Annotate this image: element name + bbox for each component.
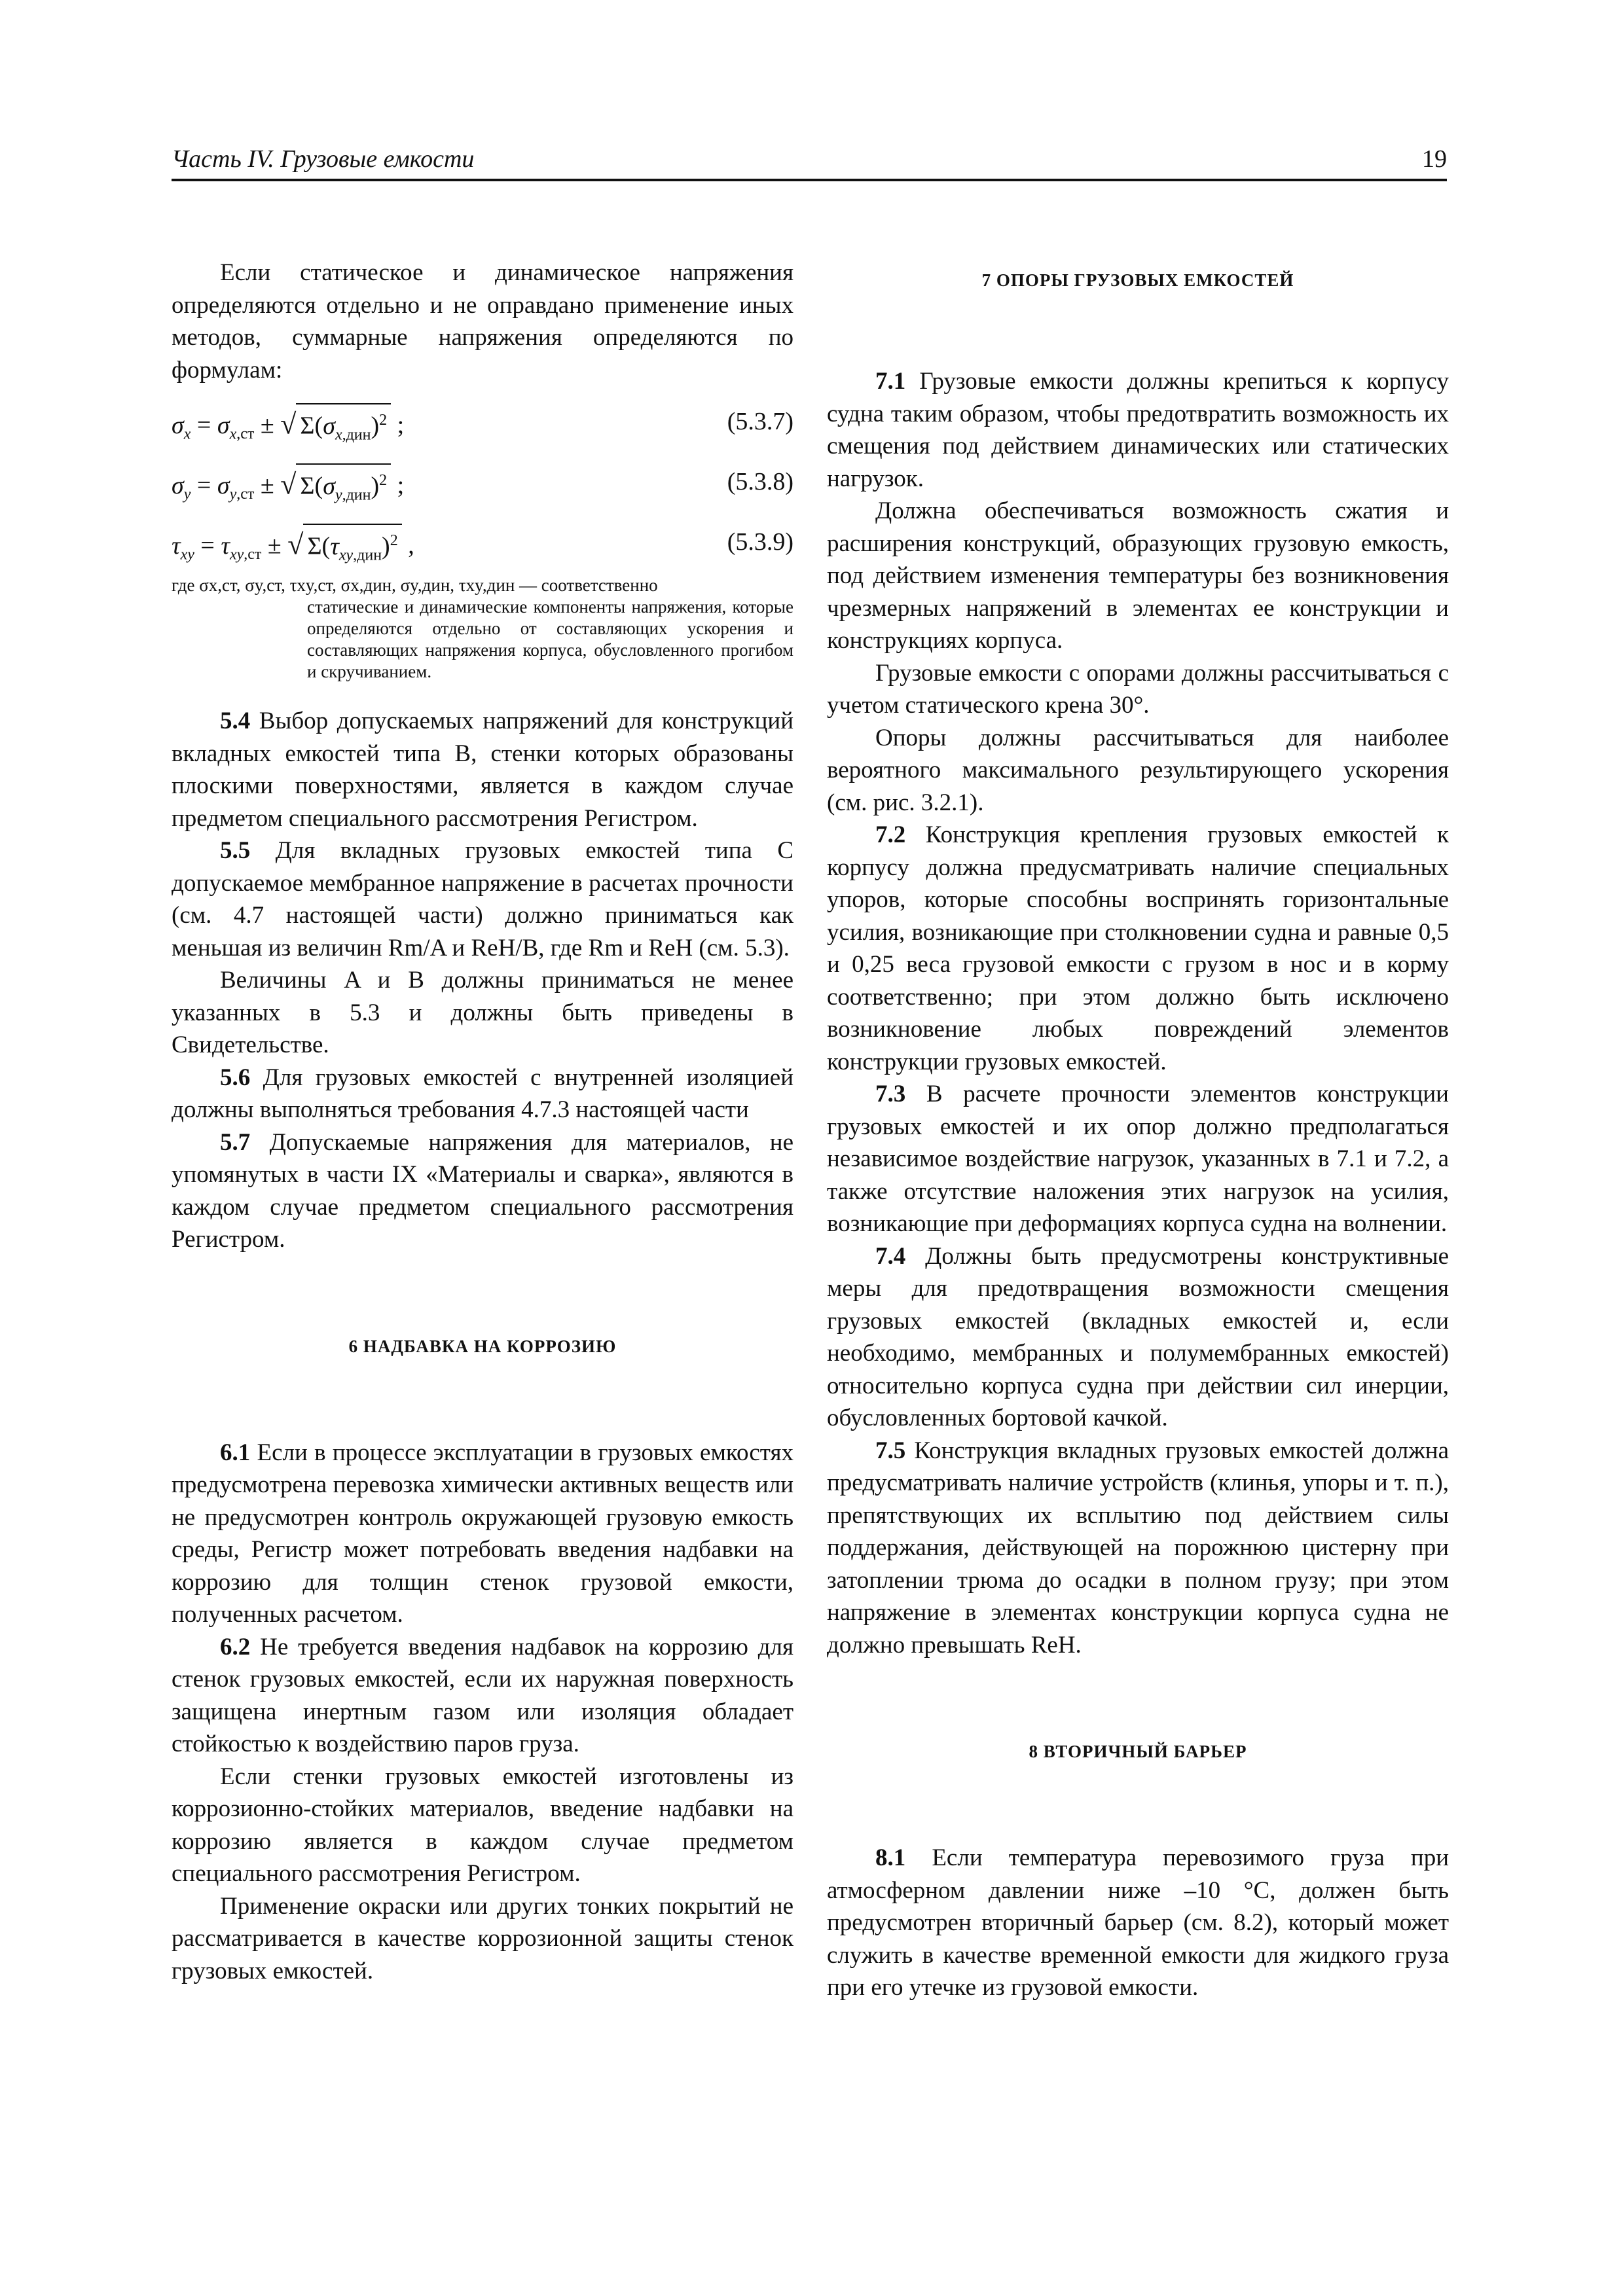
clause-number: 5.5 [220,837,251,864]
clause-7-5 [827,1435,1449,1662]
clause-5-4 [172,705,793,834]
section-heading-7: 7 ОПОРЫ ГРУЗОВЫХ ЕМКОСТЕЙ [981,270,1294,290]
page-number: 19 [1422,145,1447,173]
clause-text: Выбор допускаемых напряжений для конструкций вкладных емкостей типа B, стенки которых образованы плоскими поверхностями, является в каждом случае предметом специального рассмотрения Регистром. [172,708,794,832]
legend-body: статические и динамические компоненты напряжения, которые определяются отдельно от составляющих ускорения и составляющих напряжения корпуса, обусловленного прогибом и скручиванием. [307,597,793,681]
legend-head: где σx,ст, σy,ст, τxy,ст, σx,дин, σy,дин, τxy,дин — соответственно [172,575,658,595]
formula-expression: $\sigma_y = \sigma_{y,ст}$ ± √ $\Sigma(\sigma_{y,дин})^2$ ; [172,463,404,512]
clause-number: 5.6 [220,1064,251,1091]
clause-7-1 [827,365,1449,495]
clause-number: 7.1 [875,368,906,395]
formula-number: (5.3.8) [727,468,793,495]
clause-number: 5.7 [220,1128,251,1156]
clause-6-1 [172,1437,793,1631]
clause-text: В расчете прочности элементов конструкции грузовых емкостей и их опор должно предполагаться независимое воздействие нагрузок, указанных в 7.1 и 7.2, а также отсутствие наложения этих нагрузок на усилия, возникающие при деформациях корпуса судна на волнении. [827,1081,1449,1237]
clause-5-5-continued: Величины A и B должны приниматься не менее указанных в 5.3 и должны быть приведены в Свидетельстве. [172,967,793,1058]
part-title: Часть IV. Грузовые емкости [172,145,475,173]
clause-number: 8.1 [875,1844,906,1871]
clause-text: Если в процессе эксплуатации в грузовых емкостях предусмотрена перевозка химически активных веществ или не предусмотрен контроль окружающей грузовую емкость среды, Регистр может потребовать введения надбавки на коррозию для толщин стенок грузовой емкости, полученных расчетом. [172,1439,793,1628]
clause-number: 5.4 [220,708,251,734]
clause-6-2-continued-2: Применение окраски или других тонких покрытий не рассматривается в качестве коррозионной защиты стенок грузовых емкостей. [172,1892,793,1984]
clause-7-1-continued-2: Грузовые емкости с опорами должны рассчитываться с учетом статического крена 30°. [827,659,1449,719]
clause-text: Для вкладных грузовых емкостей типа C допускаемое мембранное напряжение в расчетах прочности (см. 4.7 настоящей части) должно приниматься как меньшая из величин Rm/A и ReH/B, где Rm и ReH (см. 5.3). [172,837,793,961]
clause-text: Если температура перевозимого груза при атмосферном давлении ниже –10 °C, должен быть предусмотрен вторичный барьер (см. 8.2), который может служить в качестве временной емкости для жидкого груза при его утечке из грузовой емкости. [827,1844,1449,2001]
clause-6-2 [172,1631,793,1761]
clause-text: Должны быть предусмотрены конструктивные меры для предотвращения возможности смещения грузовых емкостей (вкладных емкостей и, если необходимо, мембранных и полумембранных емкостей) относительно корпуса судна при действии сил инерции, обусловленных бортовой качкой. [827,1242,1449,1431]
clause-number: 7.5 [875,1437,906,1464]
running-header [172,141,1447,181]
clause-7-4 [827,1240,1449,1435]
clause-text: Конструкция крепления грузовых емкостей к корпусу должна предусматривать наличие специальных упоров, которые способны воспринять горизонтальные усилия, возникающие при столкновении судна и равные 0,5 и 0,25 веса грузовой емкости с грузом в нос и в корму соответственно; при этом должно быть исключено возникновение любых повреждений элементов конструкции грузовых емкостей. [827,821,1450,1075]
section-heading-8: 8 ВТОРИЧНЫЙ БАРЬЕР [1029,1742,1247,1761]
clause-8-1 [827,1842,1449,2004]
formula-number: (5.3.7) [727,408,793,435]
clause-text: Не требуется введения надбавок на коррозию для стенок грузовых емкостей, если их наружная поверхность защищена инертным газом или изоляция обладает стойкостью к воздействию паров груза. [172,1633,793,1757]
formula-expression: $\tau_{xy} = \tau_{xy,ст}$ ± √ $\Sigma(\tau_{xy,дин})^2$ , [172,524,414,572]
section-heading-6: 6 НАДБАВКА НА КОРРОЗИЮ [348,1336,617,1356]
clause-number: 7.2 [875,821,906,848]
formula-5-3-8 [172,454,793,514]
clause-number: 6.2 [220,1633,251,1660]
clause-number: 7.3 [875,1081,906,1107]
clause-text: Грузовые емкости должны крепиться к корпусу судна таким образом, чтобы предотвратить возможность их смещения под действием динамических или статических нагрузок. [827,368,1449,492]
clause-text: Для грузовых емкостей с внутренней изоляцией должны выполняться требования 4.7.3 настоящей части [172,1064,794,1123]
clause-7-1-continued-3: Опоры должны рассчитываться для наиболее вероятного максимального результирующего ускорения (см. рис. 3.2.1). [827,724,1449,816]
formula-expression: $\sigma_x = \sigma_{x,ст}$ ± √ $\Sigma(\sigma_{x,дин})^2$ ; [172,403,404,452]
clause-5-6 [172,1062,793,1126]
clause-5-5 [172,834,793,964]
clause-text: Конструкция вкладных грузовых емкостей должна предусматривать наличие устройств (клинья, упоры и т. п.), препятствующих их всплытию под действием силы поддержания, действующей на порожнюю цистерну при затоплении трюма до осадки в полном грузу; при этом напряжение в элементах конструкции корпуса судна не должно превышать ReH. [827,1437,1449,1659]
clause-7-2 [827,819,1449,1078]
clause-5-7 [172,1126,793,1256]
formula-number: (5.3.9) [727,528,793,556]
right-column [827,257,1449,2004]
clause-6-2-continued: Если стенки грузовых емкостей изготовлены из коррозионно-стойких материалов, введение надбавки на коррозию является в каждом случае предметом специального рассмотрения Регистром. [172,1763,793,1887]
clause-text: Допускаемые напряжения для материалов, не упомянутых в части IX «Материалы и сварка», являются в каждом случае предметом специального рассмотрения Регистром. [172,1128,794,1253]
formula-5-3-9 [172,514,793,575]
formula-5-3-7 [172,394,793,454]
intro-paragraph: Если статическое и динамическое напряжения определяются отдельно и не оправдано применение иных методов, суммарные напряжения определяются по формулам: [172,259,793,384]
clause-7-3 [827,1078,1449,1240]
clause-7-1-continued: Должна обеспечиваться возможность сжатия и расширения конструкций, образующих грузовую емкость, под действием изменения температуры без возникновения чрезмерных напряжений в элементах ее конструкции и конструкциях корпуса. [827,497,1449,654]
clause-number: 7.4 [875,1242,906,1270]
clause-number: 6.1 [220,1439,251,1466]
left-column [172,257,793,1987]
formula-legend [172,575,793,683]
